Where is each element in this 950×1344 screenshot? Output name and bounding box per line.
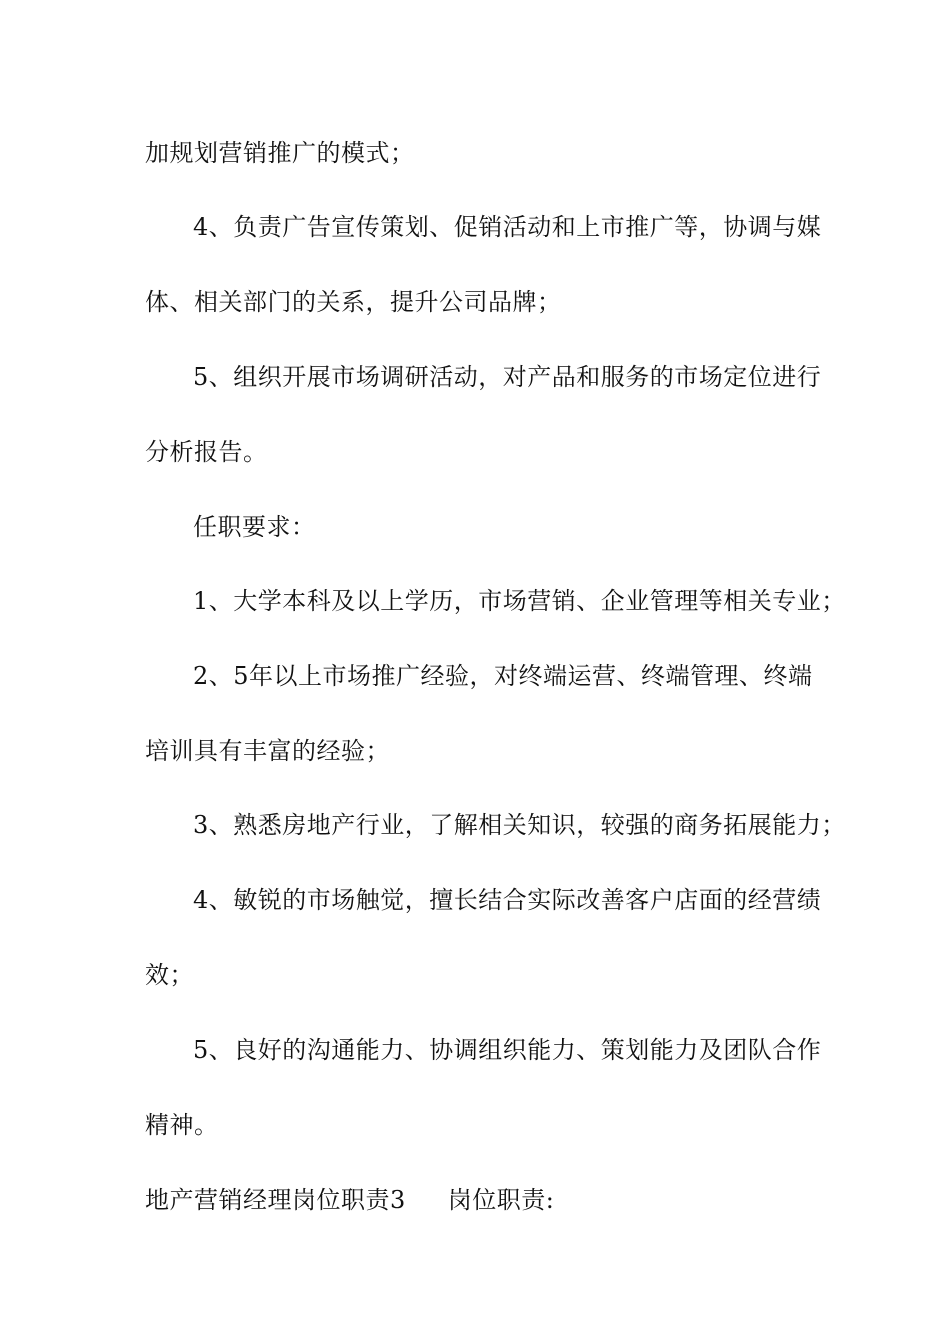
paragraph-line: 体、相关部门的关系，提升公司品牌； <box>145 288 562 316</box>
section-subheading: 岗位职责: <box>447 1186 555 1214</box>
paragraph-line: 加规划营销推广的模式； <box>145 139 415 167</box>
paragraph-line: 分析报告。 <box>145 438 268 466</box>
paragraph-line: 5、组织开展市场调研活动，对产品和服务的市场定位进行 <box>193 363 822 391</box>
section-heading-line <box>145 1185 825 1215</box>
paragraph-line: 3、熟悉房地产行业，了解相关知识，较强的商务拓展能力； <box>193 811 846 839</box>
paragraph-line: 培训具有丰富的经验； <box>145 737 390 765</box>
paragraph-line: 效； <box>145 961 194 989</box>
paragraph-line: 1、大学本科及以上学历，市场营销、企业管理等相关专业； <box>193 587 846 615</box>
paragraph-line: 4、敏锐的市场触觉，擅长结合实际改善客户店面的经营绩 <box>193 886 822 914</box>
paragraph-line: 精神。 <box>145 1111 219 1139</box>
paragraph-line: 4、负责广告宣传策划、促销活动和上市推广等，协调与媒 <box>193 213 822 241</box>
section-label: 任职要求： <box>193 513 316 541</box>
section-heading: 地产营销经理岗位职责3 <box>145 1186 406 1214</box>
paragraph-line: 5、良好的沟通能力、协调组织能力、策划能力及团队合作 <box>193 1036 822 1064</box>
paragraph-line: 2、5年以上市场推广经验，对终端运营、终端管理、终端 <box>193 662 813 690</box>
